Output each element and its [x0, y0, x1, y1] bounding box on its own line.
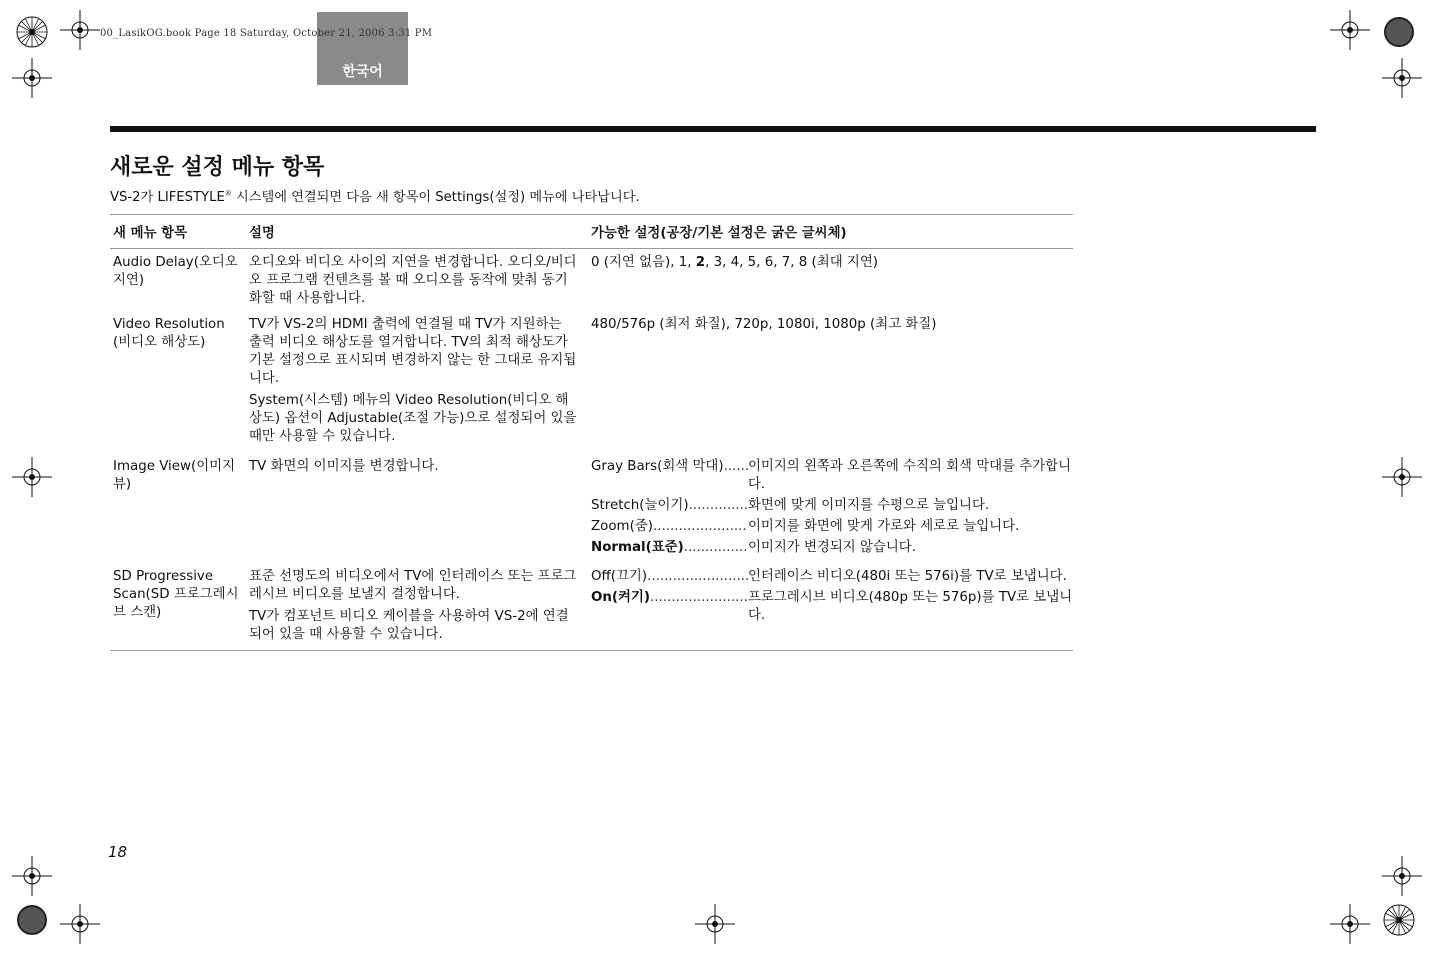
image-view-option: [591, 458, 1073, 494]
audio-delay-desc-para: 오디오와 비디오 사이의 지연을 변경합니다. 오디오/비디오 프로그램 컨텐츠를 볼 때 오디오를 동작에 맞춰 동기화할 때 사용합니다.: [249, 255, 577, 306]
crosshair-mark-right-a: [1382, 58, 1422, 98]
crosshair-mark-right-b: [1382, 856, 1422, 896]
intro-text-end: 시스템에 연결되면 다음 새 항목이 Settings(설정) 메뉴에 나타납니다.: [231, 190, 640, 205]
sd-progressive-desc: [249, 568, 577, 648]
option-desc: 이미지를 화면에 맞게 가로와 세로로 늘입니다.: [748, 519, 1020, 534]
crosshair-mark-right-mid: [1382, 457, 1422, 497]
registered-mark: ®: [224, 189, 232, 198]
leader-dots: [724, 458, 748, 476]
header-settings: 가능한 설정(공장/기본 설정은 굵은 글씨체): [591, 226, 847, 241]
intro-text-start: VS-2가 LIFESTYLE: [110, 190, 225, 205]
image-view-item: Image View(이미지 뷰): [113, 459, 236, 492]
option-key: Normal(표준): [591, 540, 684, 555]
page-number: 18: [108, 843, 128, 861]
crosshair-mark-left-b: [12, 856, 52, 896]
audio-delay-settings-a: 0 (지연 없음), 1,: [591, 255, 696, 270]
image-view-options: [591, 458, 1073, 560]
image-view-option: [591, 518, 1073, 536]
audio-delay-settings-b: , 3, 4, 5, 6, 7, 8 (최대 지연): [705, 255, 879, 270]
sd-progressive-option-default: [591, 589, 1073, 625]
audio-delay-item: Audio Delay(오디오 지연): [113, 255, 238, 288]
image-view-option: [591, 497, 1073, 515]
video-resolution-desc: [249, 316, 577, 450]
video-resolution-desc-para-1: TV가 VS-2의 HDMI 출력에 연결될 때 TV가 지원하는 출력 비디오 해상도를 열거합니다. TV의 최적 해상도가 기본 설정으로 표시되며 변경하지 않는 한 그대로 유지됩니다.: [249, 317, 577, 386]
table-bottom-border: [110, 650, 1073, 651]
leader-dots: [650, 589, 748, 607]
leader-dots: [653, 518, 748, 536]
sd-progressive-option: [591, 568, 1073, 586]
option-desc: 이미지가 변경되지 않습니다.: [748, 540, 916, 555]
sd-progressive-item: SD Progressive Scan(SD 프로그레시브 스캔): [113, 569, 239, 620]
video-resolution-desc-para-2: System(시스템) 메뉴의 Video Resolution(비디오 해상도) 옵션이 Adjustable(조절 가능)으로 설정되어 있을 때만 사용할 수 있습니다.: [249, 393, 577, 444]
crosshair-mark-left-a: [12, 58, 52, 98]
option-desc: 이미지의 왼쪽과 오른쪽에 수직의 회색 막대를 추가합니다.: [748, 459, 1072, 492]
option-key: Stretch(늘이기): [591, 498, 689, 513]
video-resolution-settings: 480/576p (최저 화질), 720p, 1080i, 1080p (최고 화질): [591, 317, 937, 332]
crosshair-mark-top-a: [60, 10, 100, 50]
leader-dots: [684, 539, 748, 557]
option-desc: 인터레이스 비디오(480i 또는 576i)를 TV로 보냅니다.: [748, 569, 1067, 584]
language-tab-label: 한국어: [342, 64, 383, 80]
leader-dots: [689, 497, 748, 515]
page-title: 새로운 설정 메뉴 항목: [110, 155, 325, 180]
registration-mark-top-left: [14, 14, 50, 50]
option-key: Gray Bars(회색 막대): [591, 459, 724, 474]
crosshair-mark-bottom-b: [1330, 904, 1370, 944]
sd-progressive-options: [591, 568, 1073, 628]
crosshair-mark-left-mid: [12, 457, 52, 497]
image-view-desc: [249, 458, 577, 480]
crosshair-mark-bottom-mid: [695, 904, 735, 944]
crosshair-mark-top-b: [1330, 10, 1370, 50]
option-desc: 프로그레시브 비디오(480p 또는 576p)를 TV로 보냅니다.: [748, 590, 1073, 623]
header-divider: [110, 248, 1073, 249]
option-key: Zoom(줌): [591, 519, 653, 534]
option-key: Off(끄기): [591, 569, 648, 584]
print-header: 00_LasikOG.book Page 18 Saturday, October 21, 2006 3:31 PM: [100, 28, 433, 39]
sd-progressive-desc-para-1: 표준 선명도의 비디오에서 TV에 인터레이스 또는 프로그레시브 비디오를 보낼지 결정합니다.: [249, 569, 577, 602]
sd-progressive-desc-para-2: TV가 컴포넌트 비디오 케이블을 사용하여 VS-2에 연결되어 있을 때 사용할 수 있습니다.: [249, 609, 569, 642]
crosshair-mark-bottom-a: [60, 904, 100, 944]
image-view-desc-para: TV 화면의 이미지를 변경합니다.: [249, 459, 439, 474]
registration-mark-bottom-left: [14, 902, 50, 938]
intro-text: [110, 186, 640, 205]
header-menu-item: 새 메뉴 항목: [113, 226, 188, 241]
table-top-border: [110, 214, 1073, 215]
image-view-option-default: [591, 539, 1073, 557]
option-key: On(켜기): [591, 590, 651, 605]
top-rule: [110, 126, 1316, 132]
leader-dots: [647, 568, 748, 586]
language-tab: [317, 12, 408, 85]
registration-mark-bottom-right: [1381, 902, 1417, 938]
audio-delay-desc: [249, 254, 577, 312]
option-desc: 화면에 맞게 이미지를 수평으로 늘입니다.: [748, 498, 990, 513]
audio-delay-settings: [591, 254, 1073, 272]
video-resolution-item: Video Resolution (비디오 해상도): [113, 317, 225, 350]
audio-delay-default: 2: [695, 255, 706, 270]
header-description: 설명: [249, 226, 275, 241]
registration-mark-top-right: [1381, 14, 1417, 50]
